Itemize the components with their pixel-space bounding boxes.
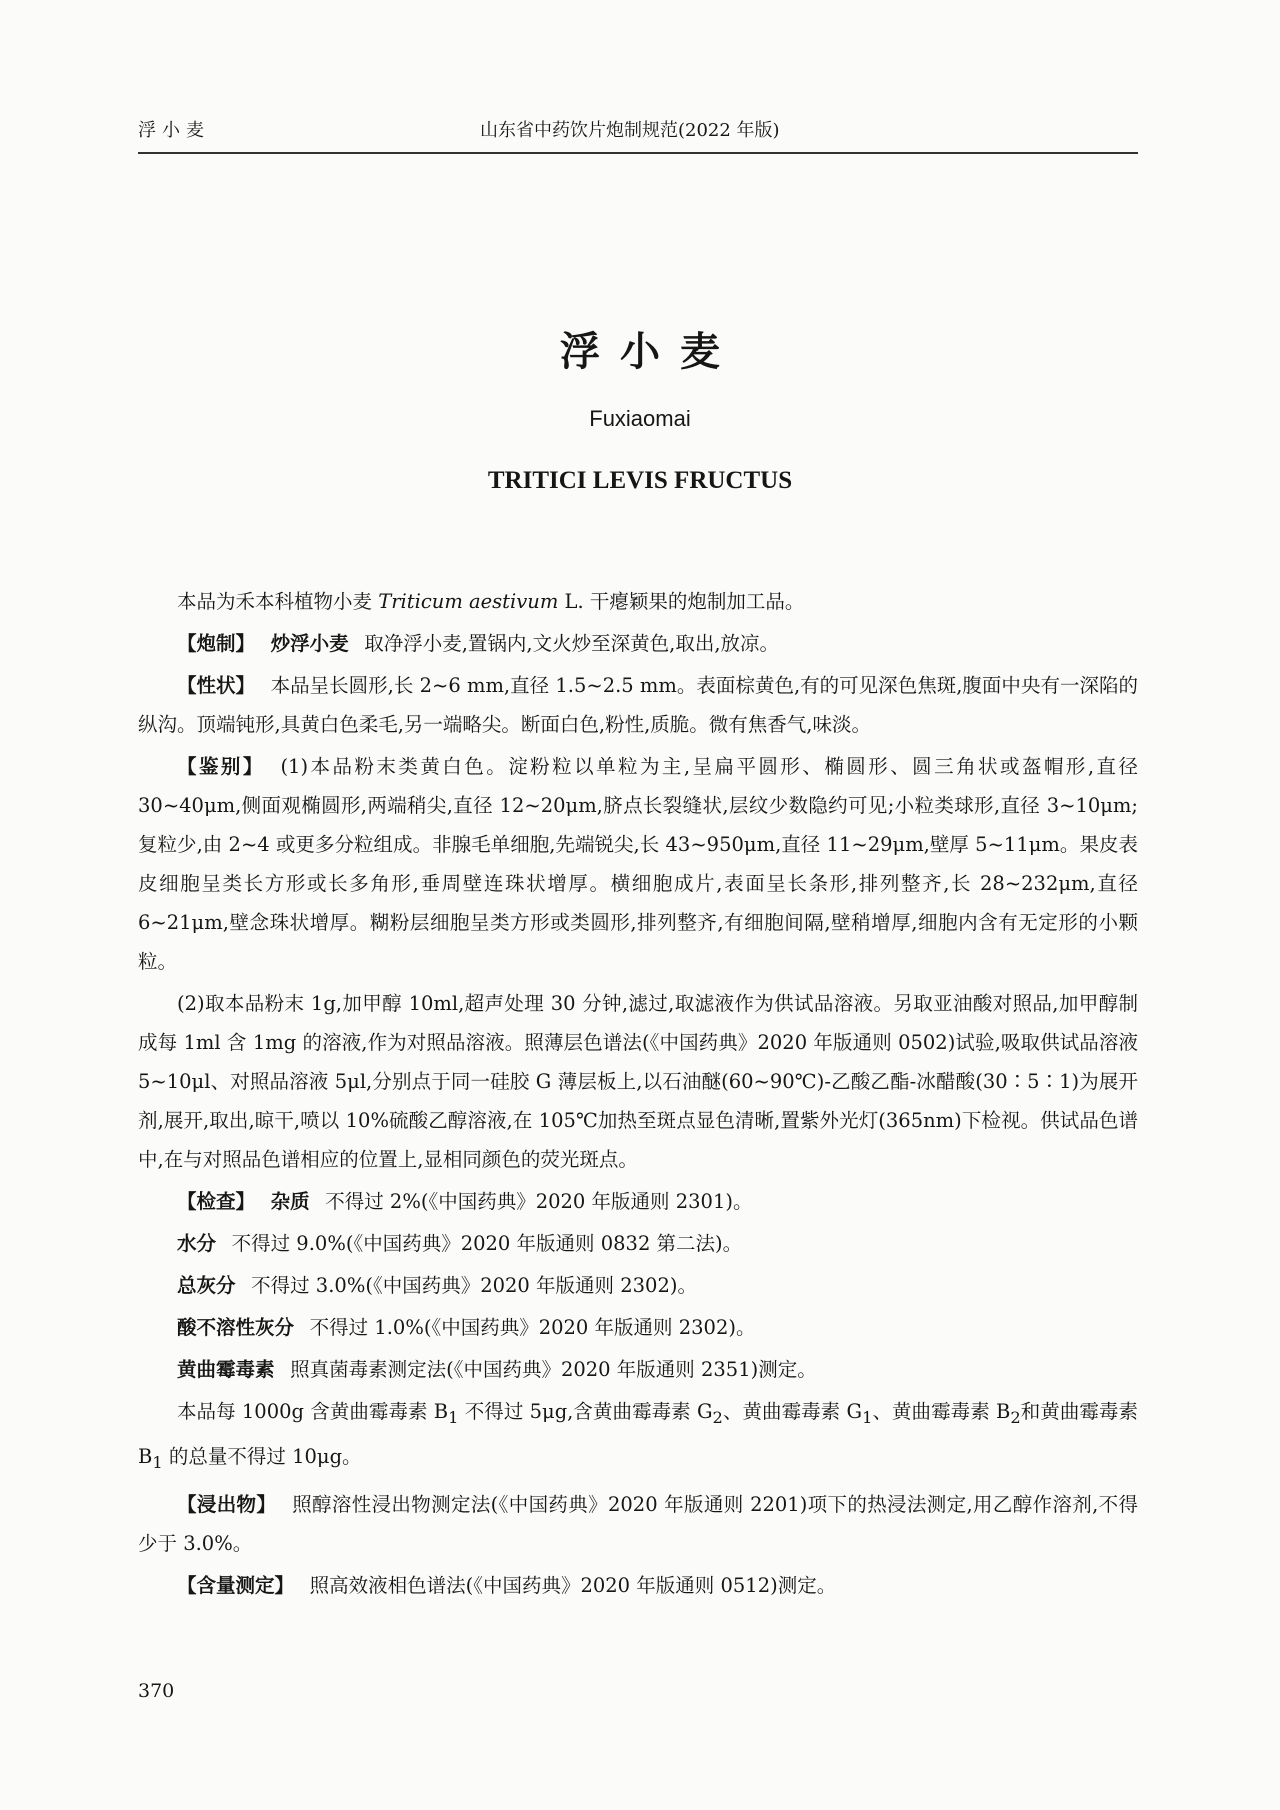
extract-paragraph (138, 1485, 1138, 1563)
inspection-aflatoxin (177, 1350, 1138, 1389)
identification-text-1: (1)本品粉末类黄白色。淀粉粒以单粒为主,呈扁平圆形、椭圆形、圆三角状或盔帽形,直径 30~40μm,侧面观椭圆形,两端稍尖,直径 12~20μm,脐点长裂缝状,层纹少数隐约可见;小粒类球形,直径 3~10μm;复粒少,由 2~4 或更多分粒组成。非腺毛单细胞,先端锐尖,长 43~950μm,直径 11~29μm,壁厚 5~11μm。果皮表皮细胞呈类长方形或长多角形,垂周壁连珠状增厚。横细胞成片,表面呈长条形,排列整齐,长 28~232μm,直径 6~21μm,壁念珠状增厚。糊粉层细胞呈类方形或类圆形,排列整齐,有细胞间隔,壁稍增厚,细胞内含有无定形的小颗粒。 (138, 755, 1138, 973)
acid-ash-text: 不得过 1.0%(《中国药典》2020 年版通则 2302)。 (309, 1316, 756, 1339)
subscript: 1 (448, 1407, 459, 1427)
subscript: 1 (862, 1407, 873, 1427)
inspection-water (177, 1224, 1138, 1263)
header-section-title: 浮小麦 (138, 120, 210, 141)
page-number: 370 (138, 1680, 175, 1702)
extract-label: 【浸出物】 (177, 1492, 277, 1516)
identification-paragraph-1 (138, 747, 1138, 981)
entry-title-latin: TRITICI LEVIS FRUCTUS (487, 467, 793, 494)
monograph-body (138, 582, 1138, 1608)
running-header (138, 116, 1138, 146)
total-ash-label: 总灰分 (177, 1274, 236, 1297)
identification-label: 【鉴别】 (177, 755, 265, 778)
subscript: 2 (712, 1407, 723, 1427)
intro-text-post: L. 干瘪颖果的炮制加工品。 (558, 590, 805, 613)
assay-label: 【含量测定】 (177, 1573, 295, 1597)
assay-text: 照高效液相色谱法(《中国药典》2020 年版通则 0512)测定。 (309, 1573, 837, 1597)
aflatoxin-limit-paragraph (138, 1392, 1138, 1482)
assay-paragraph (138, 1566, 1138, 1605)
header-rule (138, 152, 1138, 154)
aflatoxin-text: 照真菌毒素测定法(《中国药典》2020 年版通则 2351)测定。 (290, 1358, 817, 1381)
water-text: 不得过 9.0%(《中国药典》2020 年版通则 0832 第二法)。 (231, 1232, 743, 1255)
processing-label: 【炮制】 (177, 632, 256, 655)
aflatoxin-limit-text: 的总量不得过 10μg。 (162, 1444, 362, 1468)
processing-paragraph (138, 624, 1138, 663)
aflatoxin-limit-text: 不得过 5μg,含黄曲霉毒素 G (458, 1400, 713, 1423)
subscript: 2 (1010, 1407, 1021, 1427)
impurity-text: 不得过 2%(《中国药典》2020 年版通则 2301)。 (325, 1190, 753, 1213)
identification-paragraph-2: (2)取本品粉末 1g,加甲醇 10ml,超声处理 30 分钟,滤过,取滤液作为供试品溶液。另取亚油酸对照品,加甲醇制成每 1ml 含 1mg 的溶液,作为对照品溶液。照薄层色谱法(《中国药典》2020 年版通则 0502)试验,吸取供试品溶液 5~10μl、对照品溶液 5μl,分别点于同一硅胶 G 薄层板上,以石油醚(60~90℃)-乙酸乙酯-冰醋酸(30∶5∶1)为展开剂,展开,取出,晾干,喷以 10%硫酸乙醇溶液,在 105℃加热至斑点显色清晰,置紫外光灯(365nm)下检视。供试品色谱中,在与对照品色谱相应的位置上,显相同颜色的荧光斑点。 (138, 992, 1138, 1171)
intro-paragraph (138, 582, 1138, 621)
entry-title-chinese: 浮小麦 (560, 329, 740, 375)
aflatoxin-limit-text: 、黄曲霉毒素 B (872, 1400, 1011, 1423)
processing-text: 取净浮小麦,置锅内,文火炒至深黄色,取出,放凉。 (364, 632, 780, 655)
processing-method: 炒浮小麦 (270, 632, 349, 655)
inspection-impurity (138, 1182, 1138, 1221)
extract-text: 照醇溶性浸出物测定法(《中国药典》2020 年版通则 2201)项下的热浸法测定,用乙醇作溶剂,不得少于 3.0%。 (138, 1492, 1138, 1555)
aflatoxin-limit-text: 本品每 1000g 含黄曲霉毒素 B (177, 1400, 449, 1423)
inspection-label: 【检查】 (177, 1190, 256, 1213)
aflatoxin-limit-text: 、黄曲霉毒素 G (722, 1400, 863, 1423)
entry-title-pinyin: Fuxiaomai (589, 406, 691, 431)
aflatoxin-label: 黄曲霉毒素 (177, 1358, 275, 1381)
acid-ash-label: 酸不溶性灰分 (177, 1316, 295, 1339)
water-label: 水分 (177, 1232, 217, 1255)
intro-text-pre: 本品为禾本科植物小麦 (177, 590, 379, 613)
subscript: 1 (152, 1452, 163, 1472)
total-ash-text: 不得过 3.0%(《中国药典》2020 年版通则 2302)。 (251, 1274, 697, 1297)
character-paragraph (138, 666, 1138, 744)
inspection-total-ash (177, 1266, 1138, 1305)
inspection-acid-insoluble-ash (177, 1308, 1138, 1347)
header-book-title: 山东省中药饮片炮制规范(2022 年版) (480, 120, 780, 141)
character-text: 本品呈长圆形,长 2~6 mm,直径 1.5~2.5 mm。表面棕黄色,有的可见深色焦斑,腹面中央有一深陷的纵沟。顶端钝形,具黄白色柔毛,另一端略尖。断面白色,粉性,质脆。微有焦香气,味淡。 (138, 674, 1138, 736)
aflatoxin-limit-text: 和黄曲霉毒素 B (138, 1400, 1138, 1468)
character-label: 【性状】 (177, 674, 256, 697)
impurity-label: 杂质 (270, 1190, 310, 1213)
species-name: Triticum aestivum (378, 590, 559, 613)
